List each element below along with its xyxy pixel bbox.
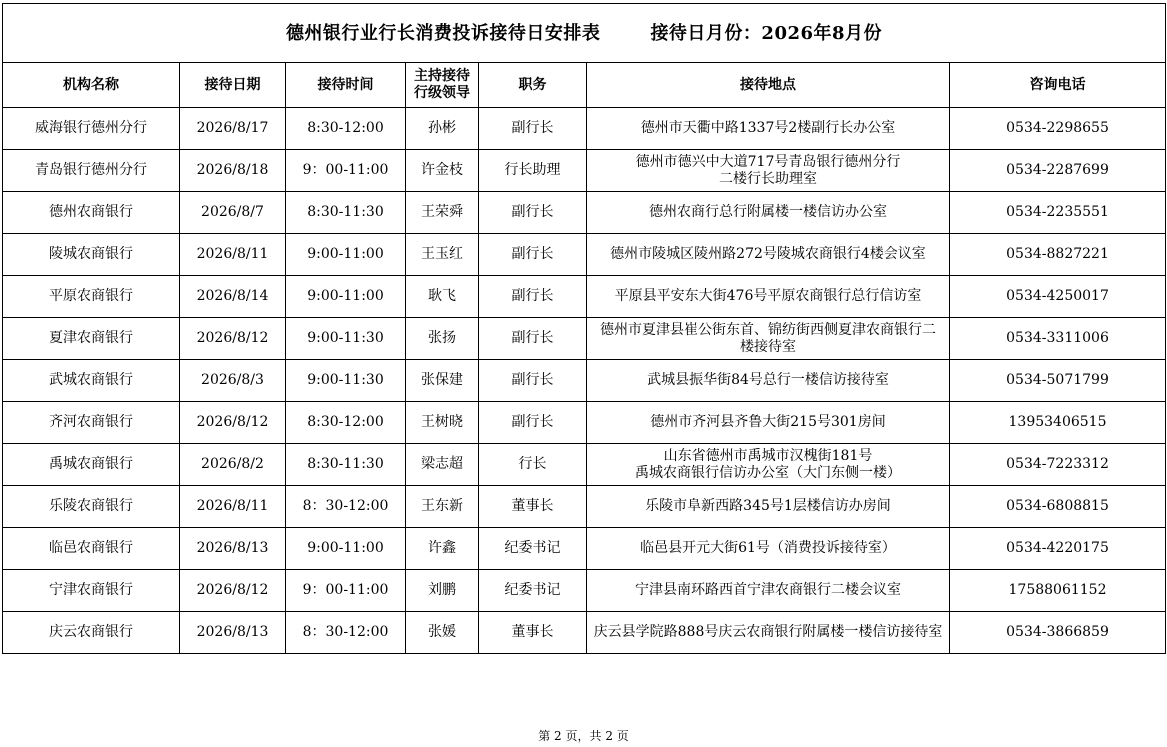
cell-date: 2026/8/7 (180, 192, 286, 234)
table-title (3, 4, 1166, 63)
cell-time: 9:00-11:00 (286, 276, 406, 318)
cell-time: 8：30-12:00 (286, 612, 406, 654)
cell-org: 齐河农商银行 (3, 402, 180, 444)
table-row (3, 360, 1166, 402)
cell-leader: 张保建 (406, 360, 479, 402)
cell-phone: 0534-4250017 (950, 276, 1166, 318)
cell-phone: 0534-2298655 (950, 108, 1166, 150)
cell-position: 副行长 (479, 108, 587, 150)
cell-leader: 王玉红 (406, 234, 479, 276)
cell-location (587, 234, 950, 276)
cell-org: 临邑农商银行 (3, 528, 180, 570)
cell-leader: 孙彬 (406, 108, 479, 150)
header-leader: 主持接待行级领导 (406, 63, 479, 108)
location-line: 武城县振华街84号总行一楼信访接待室 (647, 372, 889, 388)
cell-leader: 许鑫 (406, 528, 479, 570)
cell-org: 威海银行德州分行 (3, 108, 180, 150)
cell-time: 8：30-12:00 (286, 486, 406, 528)
cell-org: 禹城农商银行 (3, 444, 180, 486)
cell-time: 9:00-11:30 (286, 318, 406, 360)
cell-position: 副行长 (479, 276, 587, 318)
cell-location (587, 444, 950, 486)
cell-location (587, 108, 950, 150)
cell-position: 行长 (479, 444, 587, 486)
table-row (3, 486, 1166, 528)
cell-leader: 刘鹏 (406, 570, 479, 612)
header-row (3, 63, 1166, 108)
cell-time: 9：00-11:00 (286, 570, 406, 612)
cell-position: 副行长 (479, 234, 587, 276)
cell-org: 武城农商银行 (3, 360, 180, 402)
cell-phone: 13953406515 (950, 402, 1166, 444)
location-line: 楼接待室 (740, 338, 796, 355)
cell-leader: 许金枝 (406, 150, 479, 192)
table-row (3, 276, 1166, 318)
cell-org: 平原农商银行 (3, 276, 180, 318)
cell-time: 9:00-11:30 (286, 360, 406, 402)
location-line: 德州市齐河县齐鲁大街215号301房间 (650, 414, 886, 430)
page-footer: 第 2 页，共 2 页 (538, 729, 629, 743)
location-line: 德州农商行总行附属楼一楼信访办公室 (649, 204, 887, 220)
cell-position: 副行长 (479, 402, 587, 444)
cell-org: 德州农商银行 (3, 192, 180, 234)
cell-date: 2026/8/13 (180, 612, 286, 654)
location-line: 德州市夏津县崔公街东首、锦纺街西侧夏津农商银行二 (600, 321, 936, 338)
cell-phone: 0534-8827221 (950, 234, 1166, 276)
cell-leader: 王东新 (406, 486, 479, 528)
cell-org: 宁津农商银行 (3, 570, 180, 612)
cell-time: 9：00-11:00 (286, 150, 406, 192)
cell-phone: 0534-4220175 (950, 528, 1166, 570)
cell-position: 行长助理 (479, 150, 587, 192)
cell-phone: 0534-3866859 (950, 612, 1166, 654)
table-row (3, 444, 1166, 486)
table-row (3, 528, 1166, 570)
cell-phone: 17588061152 (950, 570, 1166, 612)
table-row (3, 192, 1166, 234)
cell-phone: 0534-5071799 (950, 360, 1166, 402)
cell-date: 2026/8/14 (180, 276, 286, 318)
table-row (3, 150, 1166, 192)
table-row (3, 108, 1166, 150)
cell-time: 8:30-12:00 (286, 108, 406, 150)
cell-leader: 王荣舜 (406, 192, 479, 234)
cell-leader: 张媛 (406, 612, 479, 654)
table-row (3, 318, 1166, 360)
cell-location (587, 360, 950, 402)
cell-org: 陵城农商银行 (3, 234, 180, 276)
cell-location (587, 612, 950, 654)
cell-date: 2026/8/12 (180, 318, 286, 360)
title-row (3, 4, 1166, 63)
cell-position: 董事长 (479, 612, 587, 654)
location-line: 平原县平安东大街476号平原农商银行总行信访室 (614, 288, 922, 304)
location-line: 山东省德州市禹城市汉槐街181号 (663, 447, 873, 464)
cell-date: 2026/8/11 (180, 234, 286, 276)
table-row (3, 234, 1166, 276)
cell-location (587, 486, 950, 528)
cell-phone: 0534-6808815 (950, 486, 1166, 528)
cell-position: 董事长 (479, 486, 587, 528)
cell-time: 8:30-11:30 (286, 192, 406, 234)
cell-location (587, 570, 950, 612)
cell-location (587, 150, 950, 192)
cell-org: 庆云农商银行 (3, 612, 180, 654)
header-org: 机构名称 (3, 63, 180, 108)
cell-location (587, 192, 950, 234)
header-time: 接待时间 (286, 63, 406, 108)
cell-date: 2026/8/12 (180, 570, 286, 612)
table-row (3, 402, 1166, 444)
header-position: 职务 (479, 63, 587, 108)
location-line: 德州市天衢中路1337号2楼副行长办公室 (640, 120, 896, 136)
table-row (3, 612, 1166, 654)
cell-date: 2026/8/11 (180, 486, 286, 528)
cell-time: 8:30-11:30 (286, 444, 406, 486)
cell-leader: 张扬 (406, 318, 479, 360)
cell-date: 2026/8/17 (180, 108, 286, 150)
cell-org: 乐陵农商银行 (3, 486, 180, 528)
location-line: 德州市德兴中大道717号青岛银行德州分行 (635, 153, 901, 170)
location-line: 宁津县南环路西首宁津农商银行二楼会议室 (635, 582, 901, 598)
cell-position: 副行长 (479, 318, 587, 360)
title-month: 接待日月份：2026年8月份 (650, 22, 883, 44)
table-row (3, 570, 1166, 612)
cell-phone: 0534-3311006 (950, 318, 1166, 360)
cell-time: 9:00-11:00 (286, 234, 406, 276)
cell-org: 青岛银行德州分行 (3, 150, 180, 192)
cell-date: 2026/8/2 (180, 444, 286, 486)
cell-leader: 梁志超 (406, 444, 479, 486)
header-phone: 咨询电话 (950, 63, 1166, 108)
location-line: 德州市陵城区陵州路272号陵城农商银行4楼会议室 (610, 246, 926, 262)
location-line: 临邑县开元大街61号（消费投诉接待室） (640, 540, 896, 556)
table-body (3, 108, 1166, 654)
cell-date: 2026/8/12 (180, 402, 286, 444)
cell-phone: 0534-2287699 (950, 150, 1166, 192)
cell-time: 8:30-12:00 (286, 402, 406, 444)
header-location: 接待地点 (587, 63, 950, 108)
location-line: 禹城农商银行信访办公室（大门东侧一楼） (635, 464, 901, 481)
cell-location (587, 276, 950, 318)
cell-location (587, 528, 950, 570)
cell-position: 副行长 (479, 360, 587, 402)
header-date: 接待日期 (180, 63, 286, 108)
cell-date: 2026/8/18 (180, 150, 286, 192)
cell-leader: 耿飞 (406, 276, 479, 318)
cell-date: 2026/8/3 (180, 360, 286, 402)
cell-location (587, 402, 950, 444)
cell-phone: 0534-2235551 (950, 192, 1166, 234)
cell-position: 纪委书记 (479, 570, 587, 612)
cell-phone: 0534-7223312 (950, 444, 1166, 486)
cell-location (587, 318, 950, 360)
schedule-table (2, 3, 1166, 654)
location-line: 乐陵市阜新西路345号1层楼信访办房间 (645, 498, 891, 514)
cell-position: 副行长 (479, 192, 587, 234)
cell-leader: 王树晓 (406, 402, 479, 444)
location-line: 庆云县学院路888号庆云农商银行附属楼一楼信访接待室 (593, 624, 943, 640)
cell-time: 9:00-11:00 (286, 528, 406, 570)
cell-org: 夏津农商银行 (3, 318, 180, 360)
cell-date: 2026/8/13 (180, 528, 286, 570)
location-line: 二楼行长助理室 (719, 170, 817, 187)
title-main: 德州银行业行长消费投诉接待日安排表 (285, 22, 601, 44)
cell-position: 纪委书记 (479, 528, 587, 570)
